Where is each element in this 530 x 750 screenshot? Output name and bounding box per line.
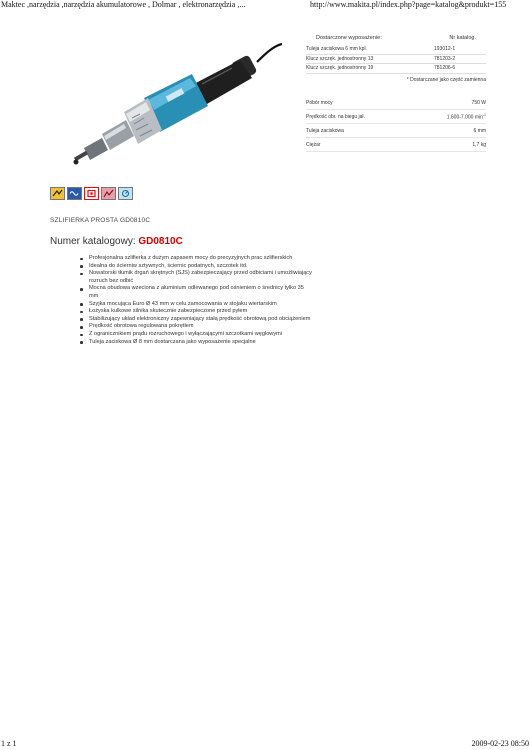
equipment-name: Klucz szczęk. jednostronny 19 — [306, 65, 374, 72]
equipment-note: * Dostarczane jako część zamienna — [406, 76, 486, 83]
soft-start-icon — [101, 187, 116, 200]
spec-value: 1,7 kg — [472, 141, 486, 148]
equipment-row — [306, 45, 486, 55]
features-list — [80, 255, 312, 346]
speed-control-icon — [118, 187, 133, 200]
spec-label: Tuleja zaciskowa — [306, 127, 344, 134]
spec-row — [306, 96, 486, 110]
feature-icons — [50, 187, 133, 200]
catalog-code: GD0810C — [138, 236, 183, 247]
feature-item: Nowatorski tłumik drgań skrętnych (SJS) zabezpieczający przed odbiciami i umożliwiający rozruch bez odbić — [80, 270, 312, 285]
page-header-url: http://www.makita.pl/index.php?page=katalog&produkt=155 — [310, 0, 507, 9]
spec-value: 750 W — [471, 99, 486, 106]
feature-item: Stabilizujący układ elektroniczny zapewniający stałą prędkość obrotową pod obciążeniem — [80, 316, 312, 324]
spec-value: 6 mm — [473, 127, 486, 134]
spec-unit-exponent: -1 — [482, 112, 486, 117]
catalog-label: Numer katalogowy: — [50, 236, 139, 247]
catalog-number — [50, 236, 183, 247]
page-footer-number: 1 z 1 — [1, 739, 17, 748]
equipment-row — [306, 64, 486, 74]
grinding-icon — [50, 187, 65, 200]
specs-table — [306, 96, 486, 152]
equipment-name: Klucz szczęk. jednostronny 13 — [306, 55, 374, 62]
equipment-code: 781203-2 — [434, 55, 456, 62]
electronic-icon — [84, 187, 99, 200]
equipment-table — [306, 35, 486, 83]
spec-value-wrap — [447, 113, 486, 121]
feature-item: Łożyska kulkowe silnika skutecznie zabezpieczone przed pyłem — [80, 308, 312, 316]
product-image — [62, 34, 282, 179]
feature-item: Tuleja zaciskowa Ø 8 mm dostarczana jako wyposażenie specjalne — [80, 339, 312, 347]
product-model-line: SZLIFIERKA PROSTA GD0810C — [50, 217, 151, 224]
equipment-heading: Dostarczone wyposażenie: — [316, 35, 382, 41]
feature-item: Idealna do ścierniw sztywnych, ściernic podatnych, szczotek itd. — [80, 263, 312, 271]
spec-label: Ciężar — [306, 141, 321, 148]
spec-value: 1.600-7.000 min — [446, 114, 483, 121]
feature-item: Mocna obudowa wzeciona z aluminium odlewanego pod ośnieniem o średnicy tylko 35 mm — [80, 285, 312, 300]
spec-row — [306, 110, 486, 124]
page-footer-datetime: 2009-02-23 08:50 — [471, 739, 529, 748]
spec-row — [306, 124, 486, 138]
equipment-row — [306, 55, 486, 65]
feature-item: Szyjka mocująca Euro Ø 43 mm w celu zamocowania w stojaku wiertarskim — [80, 301, 312, 309]
vibration-icon — [67, 187, 82, 200]
equipment-name: Tuleja zaciskowa 6 mm kpl. — [306, 46, 367, 53]
page-header-title: Maktec ,narzędzia ,narzędzia akumulatorowe , Dolmar , elektronarzędzia ,... — [1, 0, 246, 9]
equipment-header — [306, 35, 486, 41]
spec-row — [306, 138, 486, 152]
spec-label: Pobór mocy — [306, 99, 333, 106]
equipment-code-heading: Nr katalog. — [449, 35, 476, 41]
feature-item: Profesjonalna szlifierka z dużym zapasem mocy do precyzyjnych prac szlifierskich — [80, 255, 312, 263]
equipment-code: 193012-1 — [434, 46, 456, 53]
equipment-code: 781206-6 — [434, 65, 456, 72]
feature-item: Z ogranicznikiem prądu rozruchowego i wyłączającymi szczotkami węglowymi — [80, 331, 312, 339]
spec-label: Prędkość obr. na biegu jał. — [306, 113, 365, 120]
feature-item: Prędkość obrotowa regulowana pokrętłem — [80, 323, 312, 331]
